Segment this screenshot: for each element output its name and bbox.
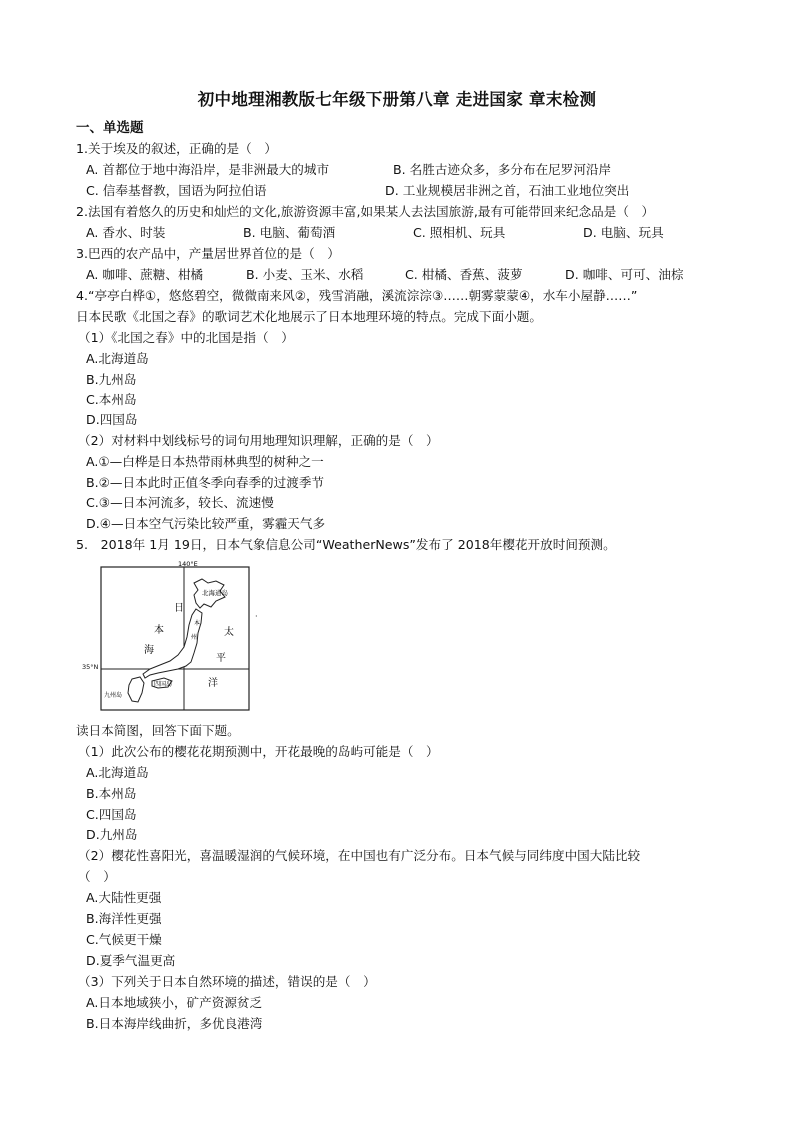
japan-sketch-map: [98, 560, 258, 713]
q5-sub2-stem: （2）樱花性喜阳光，喜温暖湿润的气候环境，在中国也有广泛分布。日本气候与同纬度中国大陆比较: [78, 848, 641, 863]
q3-option-c: C. 柑橘、香蕉、菠萝: [405, 267, 523, 282]
kyushu-label: 九州岛: [104, 692, 123, 699]
q5-sub2-option-d: D.夏季气温更高: [86, 953, 176, 968]
q3-option-d: D. 咖啡、可可、油棕: [565, 267, 684, 282]
q5-sub1-option-a: A.北海道岛: [86, 765, 149, 780]
q1-option-b: B. 名胜古迹众多，多分布在尼罗河沿岸: [393, 162, 612, 177]
q4-sub2-stem: （2）对材料中划线标号的词句用地理知识理解，正确的是（ ）: [78, 433, 439, 448]
honshu-label-1: 本: [194, 620, 201, 627]
hokkaido-label: 北海道岛: [202, 589, 228, 597]
q3-stem: 3.巴西的农产品中，产量居世界首位的是（ ）: [76, 246, 340, 261]
q4-sub1-option-b: B.九州岛: [86, 372, 137, 387]
q5-sub1-option-d: D.九州岛: [86, 827, 138, 842]
q2-option-b: B. 电脑、葡萄酒: [243, 225, 336, 240]
honshu-label-2: 州: [191, 634, 198, 641]
q1-option-c: C. 信奉基督教，国语为阿拉伯语: [86, 183, 267, 198]
q5-sub2-option-c: C.气候更干燥: [86, 932, 162, 947]
q4-lyric-line: 4.“亭亭白桦①，悠悠碧空，微微南来风②，残雪消融，溪流淙淙③……朝雾蒙蒙④，水车小屋静……”: [76, 288, 638, 303]
pacific-char-3: 洋: [208, 678, 218, 689]
edge-mark: ·: [255, 612, 258, 621]
q4-sub2-option-a: A.①—白桦是日本热带雨林典型的树种之一: [86, 454, 324, 469]
q1-option-a: A. 首都位于地中海沿岸，是非洲最大的城市: [86, 162, 330, 177]
q5-sub3-stem: （3）下列关于日本自然环境的描述，错误的是（ ）: [78, 974, 376, 989]
q5-sub1-option-b: B.本州岛: [86, 786, 137, 801]
map-latitude-label-outside: 35°N: [82, 663, 99, 671]
q5-sub1-option-c: C.四国岛: [86, 807, 137, 822]
q3-option-a: A. 咖啡、蔗糖、柑橘: [86, 267, 204, 282]
q3-option-b: B. 小麦、玉米、水稻: [246, 267, 364, 282]
page-title: 初中地理湘教版七年级下册第八章 走进国家 章末检测: [197, 90, 597, 109]
kyushu-outline: [128, 677, 144, 702]
q4-intro-line: 日本民歌《北国之春》的歌词艺术化地展示了日本地理环境的特点。完成下面小题。: [76, 309, 542, 324]
q2-option-a: A. 香水、时装: [86, 225, 166, 240]
q1-stem: 1.关于埃及的叙述，正确的是（ ）: [76, 141, 277, 156]
q1-option-d: D. 工业规模居非洲之首，石油工业地位突出: [385, 183, 630, 198]
sea-of-japan-char-3: 海: [144, 645, 154, 656]
q2-stem: 2.法国有着悠久的历史和灿烂的文化,旅游资源丰富,如果某人去法国旅游,最有可能带回来纪念品是（ ）: [76, 204, 655, 219]
q5-sub2-option-a: A.大陆性更强: [86, 890, 162, 905]
q4-sub2-option-b: B.②—日本此时正值冬季向春季的过渡季节: [86, 475, 325, 490]
q4-sub1-option-d: D.四国岛: [86, 412, 138, 427]
q5-sub3-option-b: B.日本海岸线曲折，多优良港湾: [86, 1016, 263, 1031]
q5-sub2-option-b: B.海洋性更强: [86, 911, 162, 926]
longitude-label: 140°E: [178, 560, 198, 568]
pacific-char-1: 太: [224, 627, 234, 638]
q5-sub2-stem-cont: （ ）: [78, 869, 116, 884]
q4-sub1-option-c: C.本州岛: [86, 392, 137, 407]
section-heading: 一、单选题: [76, 120, 144, 136]
q4-sub1-stem: （1）《北国之春》中的北国是指（ ）: [78, 330, 294, 345]
q2-option-c: C. 照相机、玩具: [413, 225, 506, 240]
q4-sub2-option-d: D.④—日本空气污染比较严重，雾霾天气多: [86, 516, 326, 531]
q4-sub1-option-a: A.北海道岛: [86, 351, 149, 366]
q4-sub2-option-c: C.③—日本河流多，较长、流速慢: [86, 495, 274, 510]
shikoku-label: 四国岛: [154, 681, 173, 688]
sea-of-japan-char-2: 本: [154, 625, 164, 636]
q5-read-line: 读日本简图，回答下面下题。: [76, 723, 240, 738]
q2-option-d: D. 电脑、玩具: [583, 225, 664, 240]
q5-stem: 5. 2018年 1月 19日，日本气象信息公司“WeatherNews”发布了 2018年樱花开放时间预测。: [76, 537, 616, 552]
pacific-char-2: 平: [216, 653, 226, 664]
q5-sub3-option-a: A.日本地域狭小，矿产资源贫乏: [86, 995, 263, 1010]
sea-of-japan-char-1: 日: [174, 603, 184, 614]
q5-sub1-stem: （1）此次公布的樱花花期预测中，开花最晚的岛屿可能是（ ）: [78, 744, 439, 759]
